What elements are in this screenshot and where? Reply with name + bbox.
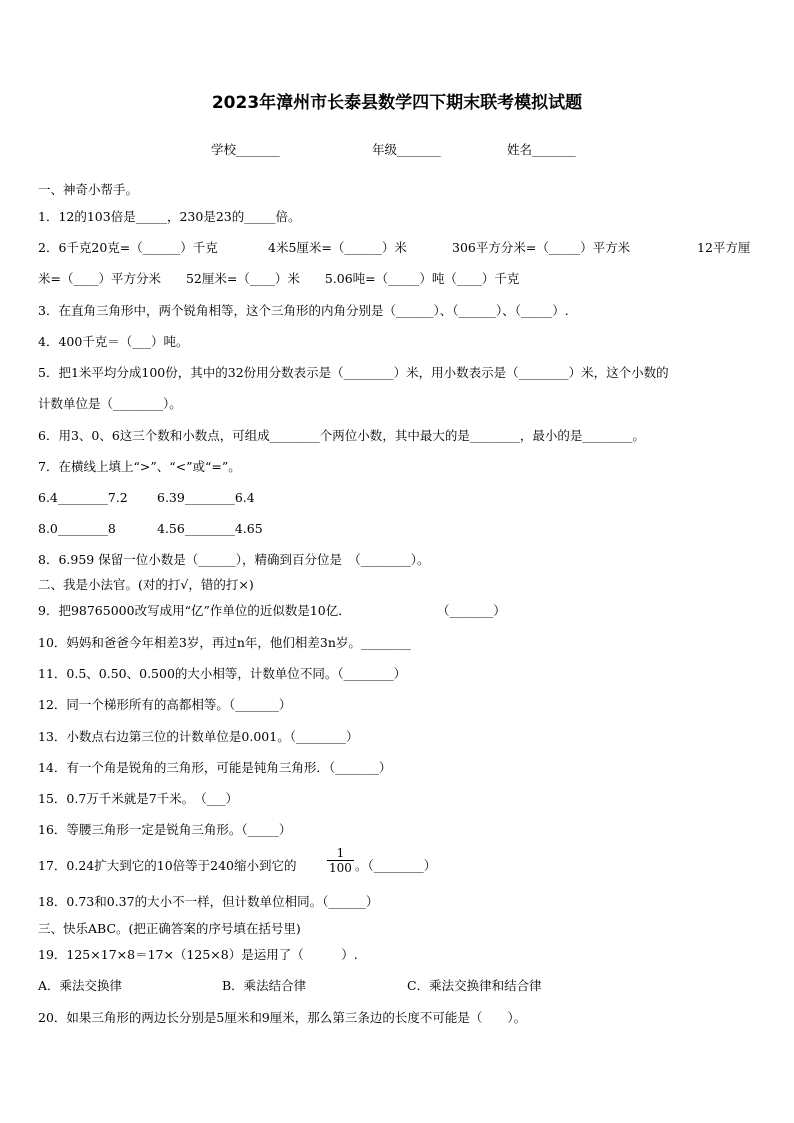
fraction-denominator: 100 (329, 861, 352, 875)
question-12: 12．同一个梯形所有的高都相等。（_______） (38, 697, 292, 712)
question-16: 16．等腰三角形一定是锐角三角形。（_____） (38, 822, 292, 837)
question-7: 7．在横线上填上“>”、“<”或“=”。 (38, 459, 241, 474)
question-10: 10．妈妈和爸爸今年相差3岁，再过n年，他们相差3n岁。________ (38, 635, 411, 650)
question-1: 1．12的103倍是_____，230是23的_____倍。 (38, 209, 301, 224)
question-2b: 4米5厘米=（______）米 (268, 240, 407, 255)
question-17-blank: 。（________） (355, 858, 437, 873)
school-field: 学校_______ (211, 142, 280, 157)
section-3-heading: 三、快乐ABC。(把正确答案的序号填在括号里) (38, 921, 301, 936)
section-2-heading: 二、我是小法官。(对的打√，错的打×) (38, 577, 254, 592)
question-5-line2: 计数单位是（________）。 (38, 396, 182, 411)
question-11: 11．0.5、0.50、0.500的大小相等，计数单位不同。（________） (38, 666, 407, 681)
question-5-line1: 5．把1米平均分成100份，其中的32份用分数表示是（________）米，用小数表示是（________）米，这个小数的 (38, 365, 669, 380)
grade-field: 年级_______ (372, 142, 441, 157)
question-19: 19．125×17×8＝17×（125×8）是运用了（ ）. (38, 947, 358, 962)
question-20: 20．如果三角形的两边长分别是5厘米和9厘米，那么第三条边的长度不可能是（ ）。 (38, 1010, 527, 1025)
fraction-one-hundredth (327, 846, 354, 875)
question-7-item-c: 8.0________8 (38, 521, 116, 536)
question-2d: 12平方厘 (697, 240, 751, 255)
page-title: 2023年漳州市长泰县数学四下期末联考模拟试题 (211, 93, 583, 113)
question-7-item-d: 4.56________4.65 (157, 521, 263, 536)
question-19-option-c: C．乘法交换律和结合律 (407, 978, 542, 993)
section-1-heading: 一、神奇小帮手。 (38, 182, 139, 197)
question-2c: 306平方分米=（_____）平方米 (452, 240, 631, 255)
question-18: 18．0.73和0.37的大小不一样，但计数单位相同。（______） (38, 894, 379, 909)
question-2a: 2．6千克20克=（______）千克 (38, 240, 218, 255)
question-19-option-b: B．乘法结合律 (222, 978, 307, 993)
question-4: 4．400千克＝（___）吨。 (38, 334, 189, 349)
question-2-line2: 米=（____）平方分米 52厘米=（____）米 5.06吨=（_____）吨（____）千克 (38, 271, 520, 286)
question-14: 14．有一个角是锐角的三角形，可能是钝角三角形．（_______） (38, 760, 392, 775)
question-15: 15．0.7万千米就是7千米。 （___） (38, 791, 238, 806)
question-9: 9．把98765000改写成用“亿”作单位的近似数是10亿． (38, 603, 351, 618)
question-17: 17．0.24扩大到它的10倍等于240缩小到它的 (38, 858, 297, 873)
question-19-option-a: A．乘法交换律 (38, 978, 123, 993)
question-13: 13．小数点右边第三位的计数单位是0.001。（________） (38, 729, 359, 744)
question-7-item-a: 6.4________7.2 (38, 490, 128, 505)
question-8: 8．6.959 保留一位小数是（______），精确到百分位是 （________）。 (38, 552, 430, 567)
fraction-numerator: 1 (327, 846, 354, 861)
question-9-blank: （_______） (437, 603, 506, 618)
question-6: 6．用3、0、6这三个数和小数点，可组成________个两位小数，其中最大的是________，最小的是________。 (38, 428, 645, 443)
question-3: 3．在直角三角形中，两个锐角相等，这个三角形的内角分别是（______）、（______）、（_____）. (38, 303, 569, 318)
question-7-item-b: 6.39________6.4 (157, 490, 255, 505)
name-field: 姓名_______ (507, 142, 576, 157)
